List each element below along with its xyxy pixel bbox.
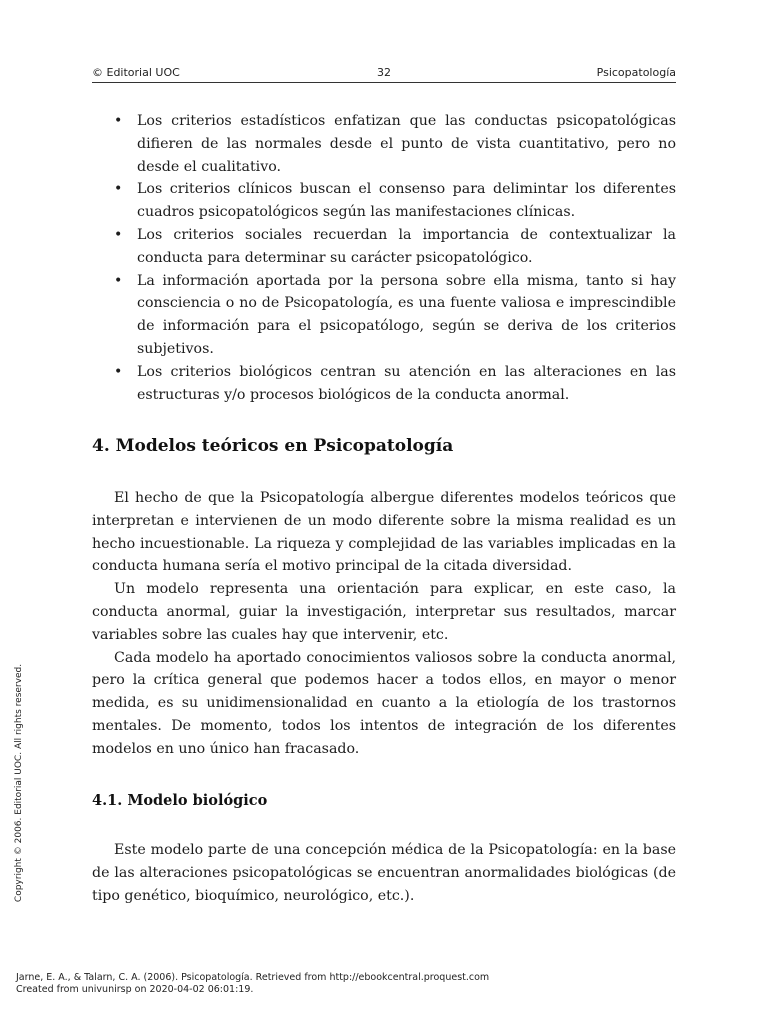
page-number: 32 xyxy=(377,66,391,79)
bullet-item xyxy=(114,270,676,361)
criteria-bullet-list xyxy=(114,110,676,406)
bullet-text: Los criterios estadísticos enfatizan que las conductas psicopatológicas difieren de las normales desde el punto de vista cuantitativo, pero no desde el cualitativo. xyxy=(137,113,676,175)
publisher-label: © Editorial UOC xyxy=(92,66,180,79)
bullet-icon: • xyxy=(114,272,123,289)
bullet-text: Los criterios clínicos buscan el consenso para delimintar los diferentes cuadros psicopatológicos según las manifestaciones clínicas. xyxy=(137,181,676,221)
paragraph: El hecho de que la Psicopatología albergue diferentes modelos teóricos que interpretan e intervienen de un modo diferente sobre la misma realidad es un hecho incuestionable. La riqueza y complejidad de las variables implicadas en la conducta humana sería el motivo principal de la citada diversidad. xyxy=(92,490,676,575)
bullet-text: Los criterios biológicos centran su atención en las alteraciones en las estructuras y/o procesos biológicos de la conducta anormal. xyxy=(137,363,676,403)
bullet-icon: • xyxy=(114,226,123,243)
page-footer xyxy=(16,972,489,996)
bullet-text: Los criterios sociales recuerdan la importancia de contextualizar la conducta para determinar su carácter psicopatológico. xyxy=(137,226,676,266)
section-heading: 4. Modelos teóricos en Psicopatología xyxy=(92,436,454,456)
book-title-label: Psicopatología xyxy=(596,66,676,79)
bullet-icon: • xyxy=(114,363,123,380)
created-line: Created from univunirsp on 2020-04-02 06:01:19. xyxy=(16,984,254,995)
bullet-icon: • xyxy=(114,113,123,129)
bullet-item xyxy=(114,361,676,407)
side-copyright-notice: Copyright © 2006. Editorial UOC. All rights reserved. xyxy=(14,663,24,903)
bullet-item xyxy=(114,224,676,270)
bullet-item xyxy=(114,110,676,178)
paragraph: Cada modelo ha aportado conocimientos valiosos sobre la conducta anormal, pero la crítica general que podemos hacer a todos ellos, en mayor o menor medida, es su unidimensionalidad en cuanto a la etiología de los trastornos mentales. De momento, todos los intentos de integración de los diferentes modelos en uno único han fracasado. xyxy=(92,649,676,757)
subsection-body xyxy=(92,839,676,907)
paragraph: Un modelo representa una orientación para explicar, en este caso, la conducta anormal, guiar la investigación, interpretar sus resultados, marcar variables sobre las cuales hay que intervenir, etc. xyxy=(92,581,676,643)
bullet-item xyxy=(114,178,676,224)
paragraph: Este modelo parte de una concepción médica de la Psicopatología: en la base de las alteraciones psicopatológicas se encuentran anormalidades biológicas (de tipo genético, bioquímico, neurológico, etc.). xyxy=(92,842,676,904)
subsection-heading: 4.1. Modelo biológico xyxy=(92,792,268,809)
bullet-text: La información aportada por la persona sobre ella misma, tanto si hay consciencia o no de Psicopatología, es una fuente valiosa e imprescindible de información para el psicopatólogo, según se deriva de los criterios subjetivos. xyxy=(137,272,676,357)
page-header xyxy=(92,64,676,83)
citation-line: Jarne, E. A., & Talarn, C. A. (2006). Psicopatología. Retrieved from http://ebookcentral.proquest.com xyxy=(16,972,490,983)
section-body xyxy=(92,487,676,761)
bullet-icon: • xyxy=(114,181,123,198)
